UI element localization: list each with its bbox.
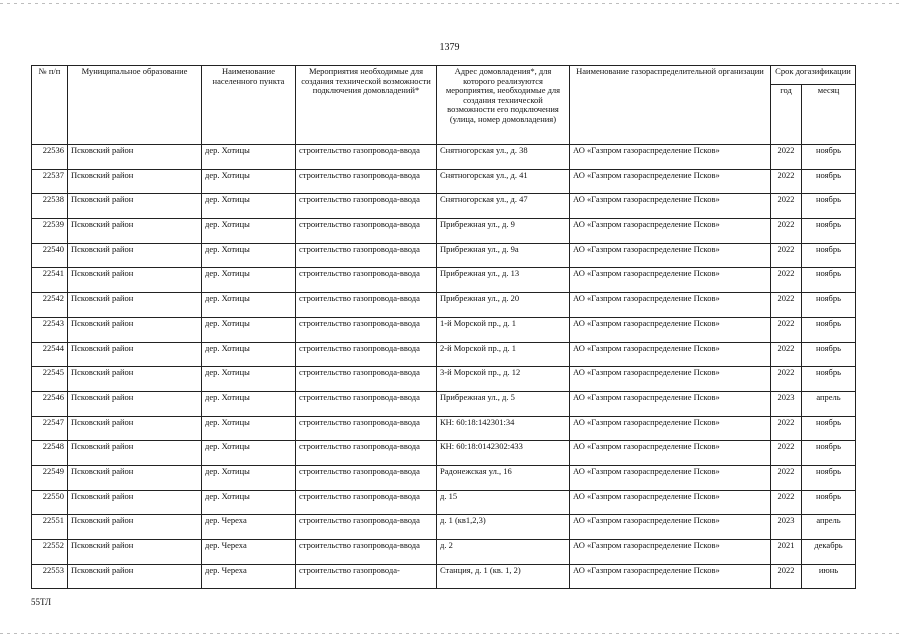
cell-municipality: Псковский район	[68, 268, 202, 293]
cell-address: д. 2	[437, 540, 570, 565]
cell-month: ноябрь	[802, 490, 856, 515]
cell-year: 2022	[771, 268, 802, 293]
cell-year: 2022	[771, 367, 802, 392]
cell-month: ноябрь	[802, 219, 856, 244]
cell-month: ноябрь	[802, 465, 856, 490]
cell-organization: АО «Газпром газораспределение Псков»	[570, 219, 771, 244]
cell-year: 2023	[771, 391, 802, 416]
cell-month: ноябрь	[802, 317, 856, 342]
header-num: № п/п	[32, 66, 68, 145]
table-row	[32, 564, 856, 589]
cell-organization: АО «Газпром газораспределение Псков»	[570, 540, 771, 565]
cell-measure: строительство газопровода-ввода	[296, 243, 437, 268]
cell-year: 2022	[771, 564, 802, 589]
cell-year: 2022	[771, 219, 802, 244]
cell-measure: строительство газопровода-ввода	[296, 441, 437, 466]
cell-municipality: Псковский район	[68, 367, 202, 392]
cell-year: 2022	[771, 490, 802, 515]
cell-year: 2022	[771, 441, 802, 466]
cell-month: ноябрь	[802, 268, 856, 293]
cell-num: 22548	[32, 441, 68, 466]
header-settlement: Наименование населенного пункта	[202, 66, 296, 145]
cell-municipality: Псковский район	[68, 416, 202, 441]
cell-municipality: Псковский район	[68, 490, 202, 515]
cell-organization: АО «Газпром газораспределение Псков»	[570, 194, 771, 219]
cell-settlement: дер. Хотицы	[202, 441, 296, 466]
cell-num: 22552	[32, 540, 68, 565]
cell-num: 22549	[32, 465, 68, 490]
cell-measure: строительство газопровода-ввода	[296, 169, 437, 194]
cell-measure: строительство газопровода-ввода	[296, 194, 437, 219]
cell-organization: АО «Газпром газораспределение Псков»	[570, 391, 771, 416]
cell-num: 22541	[32, 268, 68, 293]
cell-settlement: дер. Хотицы	[202, 145, 296, 170]
cell-year: 2022	[771, 317, 802, 342]
table-row	[32, 194, 856, 219]
cell-month: ноябрь	[802, 145, 856, 170]
cell-month: июнь	[802, 564, 856, 589]
cell-settlement: дер. Хотицы	[202, 243, 296, 268]
cell-address: 2-й Морской пр., д. 1	[437, 342, 570, 367]
table-row	[32, 145, 856, 170]
cell-municipality: Псковский район	[68, 391, 202, 416]
cell-organization: АО «Газпром газораспределение Псков»	[570, 317, 771, 342]
header-measures: Мероприятия необходимые для создания технической возможности подключения домовладений*	[296, 66, 437, 145]
table-row	[32, 169, 856, 194]
cell-municipality: Псковский район	[68, 243, 202, 268]
cell-address: Радонежская ул., 16	[437, 465, 570, 490]
header-month: месяц	[802, 85, 856, 145]
cell-address: Прибрежная ул., д. 20	[437, 293, 570, 318]
cell-settlement: дер. Хотицы	[202, 490, 296, 515]
cell-settlement: дер. Хотицы	[202, 268, 296, 293]
cell-year: 2022	[771, 145, 802, 170]
cell-address: 1-й Морской пр., д. 1	[437, 317, 570, 342]
table-row	[32, 540, 856, 565]
cell-measure: строительство газопровода-ввода	[296, 268, 437, 293]
table-row	[32, 342, 856, 367]
cell-address: 3-й Морской пр., д. 12	[437, 367, 570, 392]
cell-address: Снятногорская ул., д. 47	[437, 194, 570, 219]
cell-num: 22543	[32, 317, 68, 342]
cell-measure: строительство газопровода-ввода	[296, 293, 437, 318]
cell-settlement: дер. Хотицы	[202, 317, 296, 342]
table-row	[32, 465, 856, 490]
cell-organization: АО «Газпром газораспределение Псков»	[570, 243, 771, 268]
cell-month: ноябрь	[802, 441, 856, 466]
cell-num: 22545	[32, 367, 68, 392]
cell-organization: АО «Газпром газораспределение Псков»	[570, 564, 771, 589]
cell-measure: строительство газопровода-ввода	[296, 465, 437, 490]
header-municipality: Муниципальное образование	[68, 66, 202, 145]
footer-code: 55ТЛ	[31, 597, 52, 607]
cell-measure: строительство газопровода-ввода	[296, 367, 437, 392]
cell-municipality: Псковский район	[68, 441, 202, 466]
cell-month: декабрь	[802, 540, 856, 565]
cell-num: 22536	[32, 145, 68, 170]
cell-organization: АО «Газпром газораспределение Псков»	[570, 293, 771, 318]
cell-num: 22546	[32, 391, 68, 416]
cell-year: 2022	[771, 243, 802, 268]
cell-organization: АО «Газпром газораспределение Псков»	[570, 490, 771, 515]
table-row	[32, 219, 856, 244]
cell-num: 22547	[32, 416, 68, 441]
table-row	[32, 391, 856, 416]
cell-measure: строительство газопровода-ввода	[296, 540, 437, 565]
table-row	[32, 367, 856, 392]
cell-num: 22550	[32, 490, 68, 515]
header-year: год	[771, 85, 802, 145]
table-row	[32, 293, 856, 318]
cell-measure: строительство газопровода-ввода	[296, 145, 437, 170]
table-row	[32, 268, 856, 293]
cell-municipality: Псковский район	[68, 169, 202, 194]
cell-address: Прибрежная ул., д. 9	[437, 219, 570, 244]
cell-month: ноябрь	[802, 243, 856, 268]
header-address: Адрес домовладения*, для которого реализуются мероприятия, необходимые для создания технической возможности его подключения (улица, номер домовладения)	[437, 66, 570, 145]
cell-address: КН: 60:18:0142302:433	[437, 441, 570, 466]
cell-month: ноябрь	[802, 342, 856, 367]
table-row	[32, 416, 856, 441]
cell-year: 2022	[771, 169, 802, 194]
cell-address: д. 15	[437, 490, 570, 515]
cell-num: 22542	[32, 293, 68, 318]
header-term: Срок догазификации	[771, 66, 856, 85]
cell-measure: строительство газопровода-	[296, 564, 437, 589]
cell-address: КН: 60:18:142301:34	[437, 416, 570, 441]
cell-year: 2022	[771, 416, 802, 441]
cell-municipality: Псковский район	[68, 194, 202, 219]
cell-municipality: Псковский район	[68, 293, 202, 318]
cell-municipality: Псковский район	[68, 219, 202, 244]
cell-settlement: дер. Череха	[202, 564, 296, 589]
table-row	[32, 515, 856, 540]
cell-address: Прибрежная ул., д. 9а	[437, 243, 570, 268]
cell-municipality: Псковский район	[68, 465, 202, 490]
cell-measure: строительство газопровода-ввода	[296, 391, 437, 416]
cell-organization: АО «Газпром газораспределение Псков»	[570, 465, 771, 490]
cell-organization: АО «Газпром газораспределение Псков»	[570, 515, 771, 540]
cell-settlement: дер. Хотицы	[202, 465, 296, 490]
cell-settlement: дер. Хотицы	[202, 391, 296, 416]
cell-measure: строительство газопровода-ввода	[296, 317, 437, 342]
page-number: 1379	[439, 42, 460, 53]
cell-num: 22544	[32, 342, 68, 367]
cell-measure: строительство газопровода-ввода	[296, 515, 437, 540]
cell-settlement: дер. Хотицы	[202, 342, 296, 367]
cell-month: апрель	[802, 515, 856, 540]
cell-organization: АО «Газпром газораспределение Псков»	[570, 145, 771, 170]
cell-organization: АО «Газпром газораспределение Псков»	[570, 367, 771, 392]
cell-address: Снятногорская ул., д. 38	[437, 145, 570, 170]
cell-municipality: Псковский район	[68, 342, 202, 367]
cell-municipality: Псковский район	[68, 564, 202, 589]
gasification-table	[31, 65, 856, 589]
cell-address: Прибрежная ул., д. 13	[437, 268, 570, 293]
cell-measure: строительство газопровода-ввода	[296, 219, 437, 244]
cell-settlement: дер. Хотицы	[202, 219, 296, 244]
scan-artifact-top	[0, 3, 899, 4]
cell-num: 22538	[32, 194, 68, 219]
cell-year: 2022	[771, 465, 802, 490]
cell-measure: строительство газопровода-ввода	[296, 342, 437, 367]
cell-month: ноябрь	[802, 367, 856, 392]
cell-address: Снятногорская ул., д. 41	[437, 169, 570, 194]
cell-month: ноябрь	[802, 169, 856, 194]
cell-municipality: Псковский район	[68, 540, 202, 565]
cell-settlement: дер. Череха	[202, 515, 296, 540]
cell-address: Станция, д. 1 (кв. 1, 2)	[437, 564, 570, 589]
cell-settlement: дер. Хотицы	[202, 416, 296, 441]
cell-settlement: дер. Хотицы	[202, 194, 296, 219]
cell-num: 22537	[32, 169, 68, 194]
table-row	[32, 243, 856, 268]
cell-address: д. 1 (кв1,2,3)	[437, 515, 570, 540]
cell-municipality: Псковский район	[68, 515, 202, 540]
cell-organization: АО «Газпром газораспределение Псков»	[570, 268, 771, 293]
cell-year: 2022	[771, 293, 802, 318]
cell-month: ноябрь	[802, 416, 856, 441]
cell-year: 2021	[771, 540, 802, 565]
cell-municipality: Псковский район	[68, 145, 202, 170]
cell-month: ноябрь	[802, 293, 856, 318]
table-header	[32, 66, 856, 145]
cell-measure: строительство газопровода-ввода	[296, 416, 437, 441]
cell-num: 22551	[32, 515, 68, 540]
cell-year: 2022	[771, 194, 802, 219]
cell-organization: АО «Газпром газораспределение Псков»	[570, 416, 771, 441]
cell-year: 2022	[771, 342, 802, 367]
cell-settlement: дер. Череха	[202, 540, 296, 565]
cell-num: 22539	[32, 219, 68, 244]
cell-measure: строительство газопровода-ввода	[296, 490, 437, 515]
table-row	[32, 490, 856, 515]
cell-month: апрель	[802, 391, 856, 416]
cell-settlement: дер. Хотицы	[202, 367, 296, 392]
cell-organization: АО «Газпром газораспределение Псков»	[570, 169, 771, 194]
cell-num: 22540	[32, 243, 68, 268]
table-body	[32, 145, 856, 589]
cell-num: 22553	[32, 564, 68, 589]
cell-month: ноябрь	[802, 194, 856, 219]
cell-municipality: Псковский район	[68, 317, 202, 342]
cell-year: 2023	[771, 515, 802, 540]
table-row	[32, 441, 856, 466]
cell-settlement: дер. Хотицы	[202, 169, 296, 194]
cell-settlement: дер. Хотицы	[202, 293, 296, 318]
cell-organization: АО «Газпром газораспределение Псков»	[570, 342, 771, 367]
scan-artifact-bottom	[0, 633, 899, 634]
cell-address: Прибрежная ул., д. 5	[437, 391, 570, 416]
table-row	[32, 317, 856, 342]
header-organization: Наименование газораспределительной организации	[570, 66, 771, 145]
cell-organization: АО «Газпром газораспределение Псков»	[570, 441, 771, 466]
